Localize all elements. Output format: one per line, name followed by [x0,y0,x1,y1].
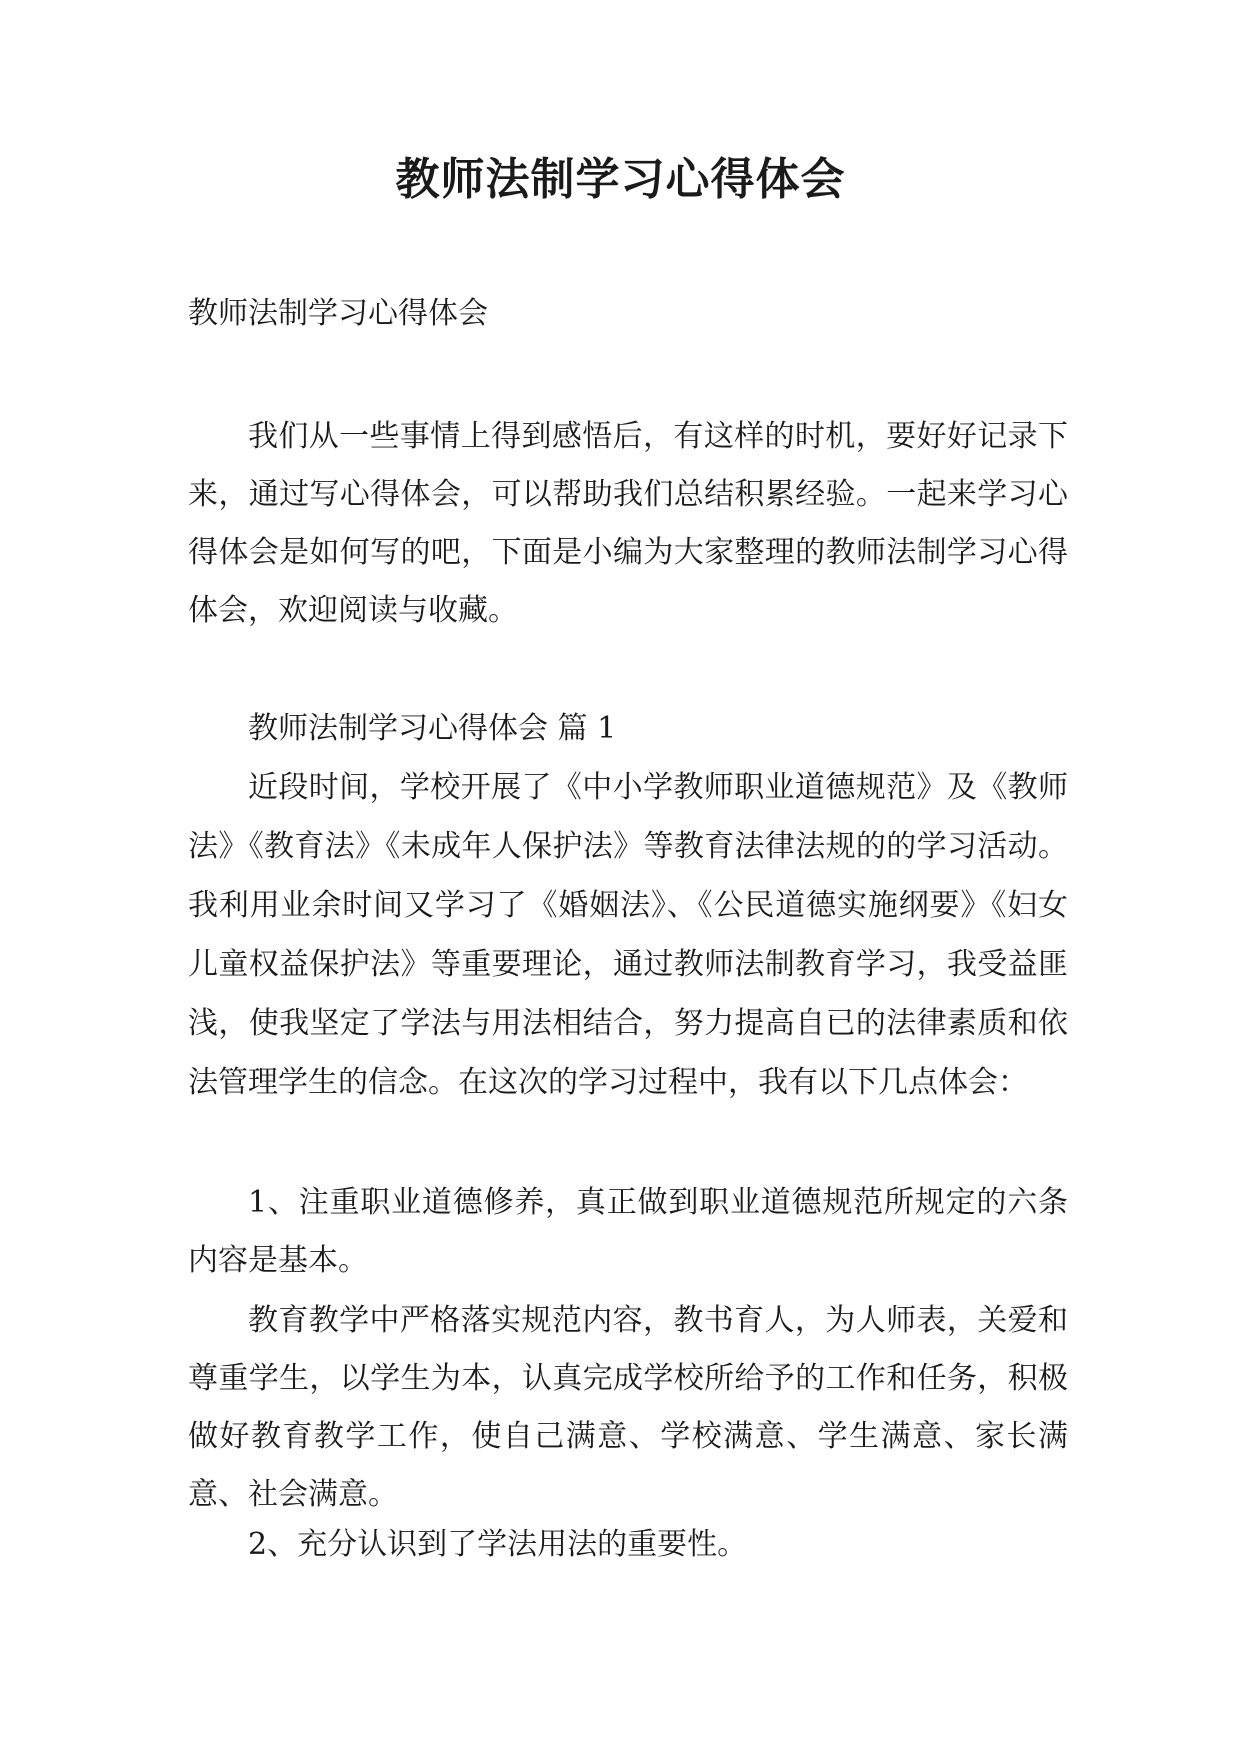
document-subtitle: 教师法制学习心得体会 [188,296,488,331]
body-paragraph: 教育教学中严格落实规范内容，教书育人，为人师表，关爱和尊重学生，以学生为本，认真完成学校所给予的工作和任务，积极做好教育教学工作，使自己满意、学校满意、学生满意、家长满意、社会满意。 [188,1303,1068,1512]
body-paragraph: 2、充分认识到了学法用法的重要性。 [248,1527,748,1562]
section-heading: 教师法制学习心得体会 篇 1 [248,711,617,746]
intro-paragraph: 我们从一些事情上得到感悟后，有这样的时机，要好好记录下来，通过写心得体会，可以帮助我们总结积累经验。一起来学习心得体会是如何写的吧，下面是小编为大家整理的教师法制学习心得体会，欢迎阅读与收藏。 [188,419,1068,628]
document-title: 教师法制学习心得体会 [395,154,846,205]
body-paragraph: 1、注重职业道德修养，真正做到职业道德规范所规定的六条内容是基本。 [188,1185,1068,1278]
body-paragraph: 近段时间，学校开展了《中小学教师职业道德规范》及《教师法》《教育法》《未成年人保护法》等教育法律法规的的学习活动。我利用业余时间又学习了《婚姻法》、《公民道德实施纲要》《妇女儿童权益保护法》等重要理论，通过教师法制教育学习，我受益匪浅，使我坚定了学法与用法相结合，努力提高自已的法律素质和依法管理学生的信念。在这次的学习过程中，我有以下几点体会： [188,770,1068,1100]
